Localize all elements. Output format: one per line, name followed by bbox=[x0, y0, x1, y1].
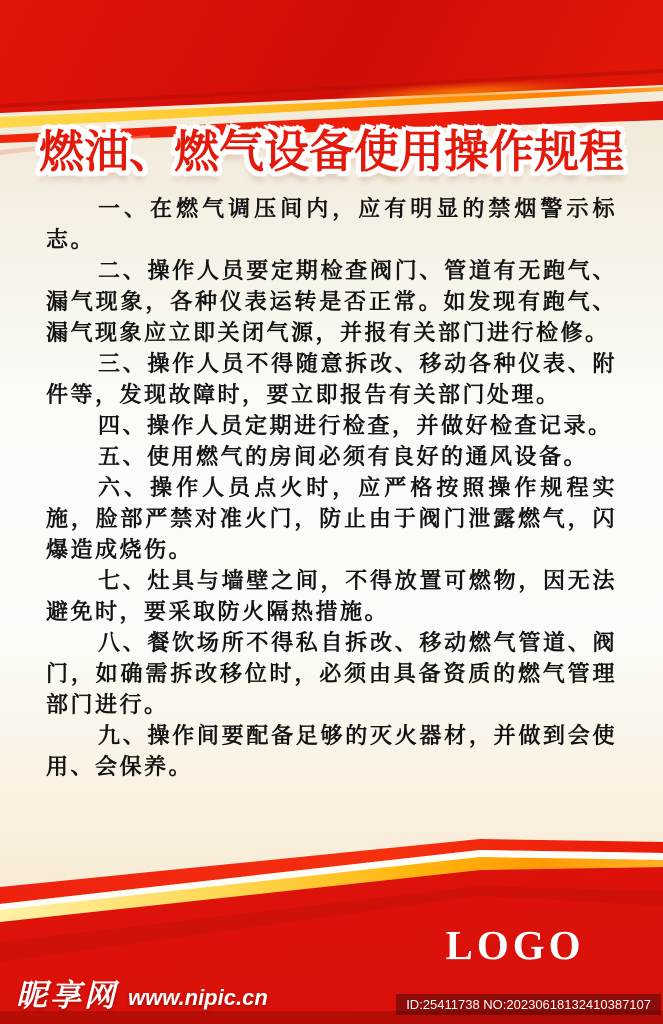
watermark-site-url: www.nipic.cn bbox=[128, 985, 268, 1010]
page-title: 燃油、燃气设备使用操作规程 bbox=[38, 126, 624, 177]
rule-paragraph-9: 九、操作间要配备足够的灭火器材，并做到会使用、会保养。 bbox=[46, 723, 617, 779]
image-id-bar: ID:25411738 NO:20230618132410387107 bbox=[396, 994, 661, 1015]
watermark bbox=[16, 980, 268, 1011]
rule-paragraph-4: 四、操作人员定期进行检查，并做好检查记录。 bbox=[98, 413, 613, 438]
rule-paragraph-6: 六、操作人员点火时，应严格按照操作规程实施，脸部严禁对准火门，防止由于阀门泄露燃气，闪爆造成烧伤。 bbox=[46, 475, 617, 562]
rule-paragraph-7: 七、灶具与墙壁之间，不得放置可燃物，因无法避免时，要采取防火隔热措施。 bbox=[46, 568, 617, 624]
rule-paragraph-2: 二、操作人员要定期检查阀门、管道有无跑气、漏气现象，各种仪表运转是否正常。如发现有跑气、漏气现象应立即关闭气源，并报有关部门进行检修。 bbox=[46, 258, 617, 345]
rules-list bbox=[46, 193, 617, 782]
rule-paragraph-3: 三、操作人员不得随意拆改、移动各种仪表、附件等，发现故障时，要立即报告有关部门处理。 bbox=[46, 351, 617, 407]
rule-paragraph-8: 八、餐饮场所不得私自拆改、移动燃气管道、阀门，如确需拆改移位时，必须由具备资质的燃气管理部门进行。 bbox=[46, 630, 617, 717]
watermark-site-name: 昵享网 bbox=[16, 978, 118, 1013]
logo-text: LOGO bbox=[445, 922, 585, 968]
rule-paragraph-5: 五、使用燃气的房间必须有良好的通风设备。 bbox=[98, 444, 589, 469]
rule-paragraph-1: 一、在燃气调压间内，应有明显的禁烟警示标志。 bbox=[46, 196, 617, 252]
